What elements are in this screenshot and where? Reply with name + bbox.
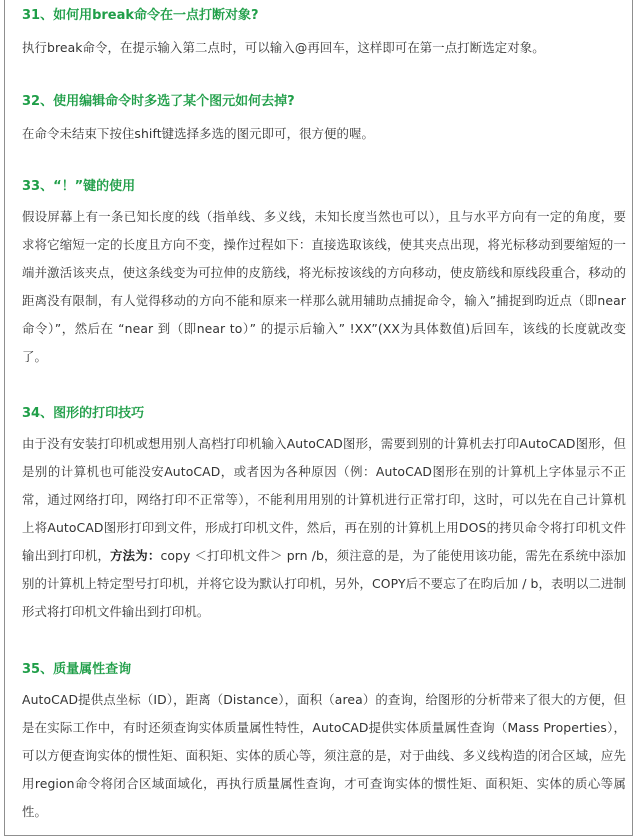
- tip-section-34: [22, 404, 626, 626]
- tip-section-35: [22, 660, 626, 826]
- tip-section-32: [22, 92, 626, 148]
- tip-body-34-part1: 由于没有安装打印机或想用别人高档打印机输入AutoCAD图形，需要到别的计算机去打印AutoCAD图形，但是别的计算机也可能没安AutoCAD，或者因为各种原因（例：AutoCAD图形在别的计算机上字体显示不正常，通过网络打印，网络打印不正常等），不能利用用别的计算机进行正常打印，这时，可以先在自己计算机上将AutoCAD图形打印到文件，形成打印机文件，然后，再在别的计算机上用DOS的拷贝命令将打印机文件输出到打印机，: [22, 436, 626, 563]
- tip-body-33: 假设屏幕上有一条已知长度的线（指单线、多义线，未知长度当然也可以），且与水平方向有一定的角度，要求将它缩短一定的长度且方向不变，操作过程如下：直接选取该线，使其夹点出现，将光标移动到要缩短的一端并激活该夹点，使这条线变为可拉伸的皮筋线，将光标按该线的方向移动，使皮筋线和原线段重合，移动的距离没有限制，有人觉得移动的方向不能和原来一样那么就用辅助点捕捉命令，输入”捕捉到昀近点（即near命令）”，然后在 “near 到（即near to）” 的提示后输入” !XX”(XX为具体数值)后回车，该线的长度就改变了。: [22, 209, 626, 364]
- method-label: 方法为：: [110, 548, 161, 563]
- tip-body-34-part2: copy ＜打印机文件＞ prn /b，须注意的是，为了能使用该功能，需先在系统中添加别的计算机上特定型号打印机，并将它设为默认打印机，另外，COPY后不要忘了在昀后加 / b，表明以二进制形式将打印机文件输出到打印机。: [22, 548, 626, 619]
- tip-body-35: AutoCAD提供点坐标（ID），距离（Distance），面积（area）的查询，给图形的分析带来了很大的方便，但是在实际工作中，有时还须查询实体质量属性特性，AutoCAD提供实体质量属性查询（Mass Properties），可以方便查询实体的惯性矩、面积矩、实体的质心等，须注意的是，对于曲线、多义线构造的闭合区域，应先用region命令将闭合区域面域化，再执行质量属性查询，才可查询实体的惯性矩、面积矩、实体的质心等属性。: [22, 692, 626, 819]
- tip-body-31: 执行break命令，在提示输入第二点时，可以输入@再回车，这样即可在第一点打断选定对象。: [22, 40, 545, 55]
- tip-section-31: [22, 6, 626, 62]
- article-frame: [4, 0, 633, 836]
- tip-body-32: 在命令未结束下按住shift键选择多选的图元即可，很方便的喔。: [22, 126, 375, 141]
- tip-heading-31: 31、如何用break命令在一点打断对象?: [22, 8, 259, 23]
- tip-heading-33: 33、“！”键的使用: [22, 179, 136, 194]
- tip-body-34: [22, 430, 626, 626]
- tip-heading-34: 34、图形的打印技巧: [22, 406, 145, 421]
- tip-section-33: [22, 177, 626, 371]
- tip-heading-32: 32、使用编辑命令时多选了某个图元如何去掉?: [22, 94, 295, 109]
- tip-heading-35: 35、质量属性查询: [22, 662, 132, 677]
